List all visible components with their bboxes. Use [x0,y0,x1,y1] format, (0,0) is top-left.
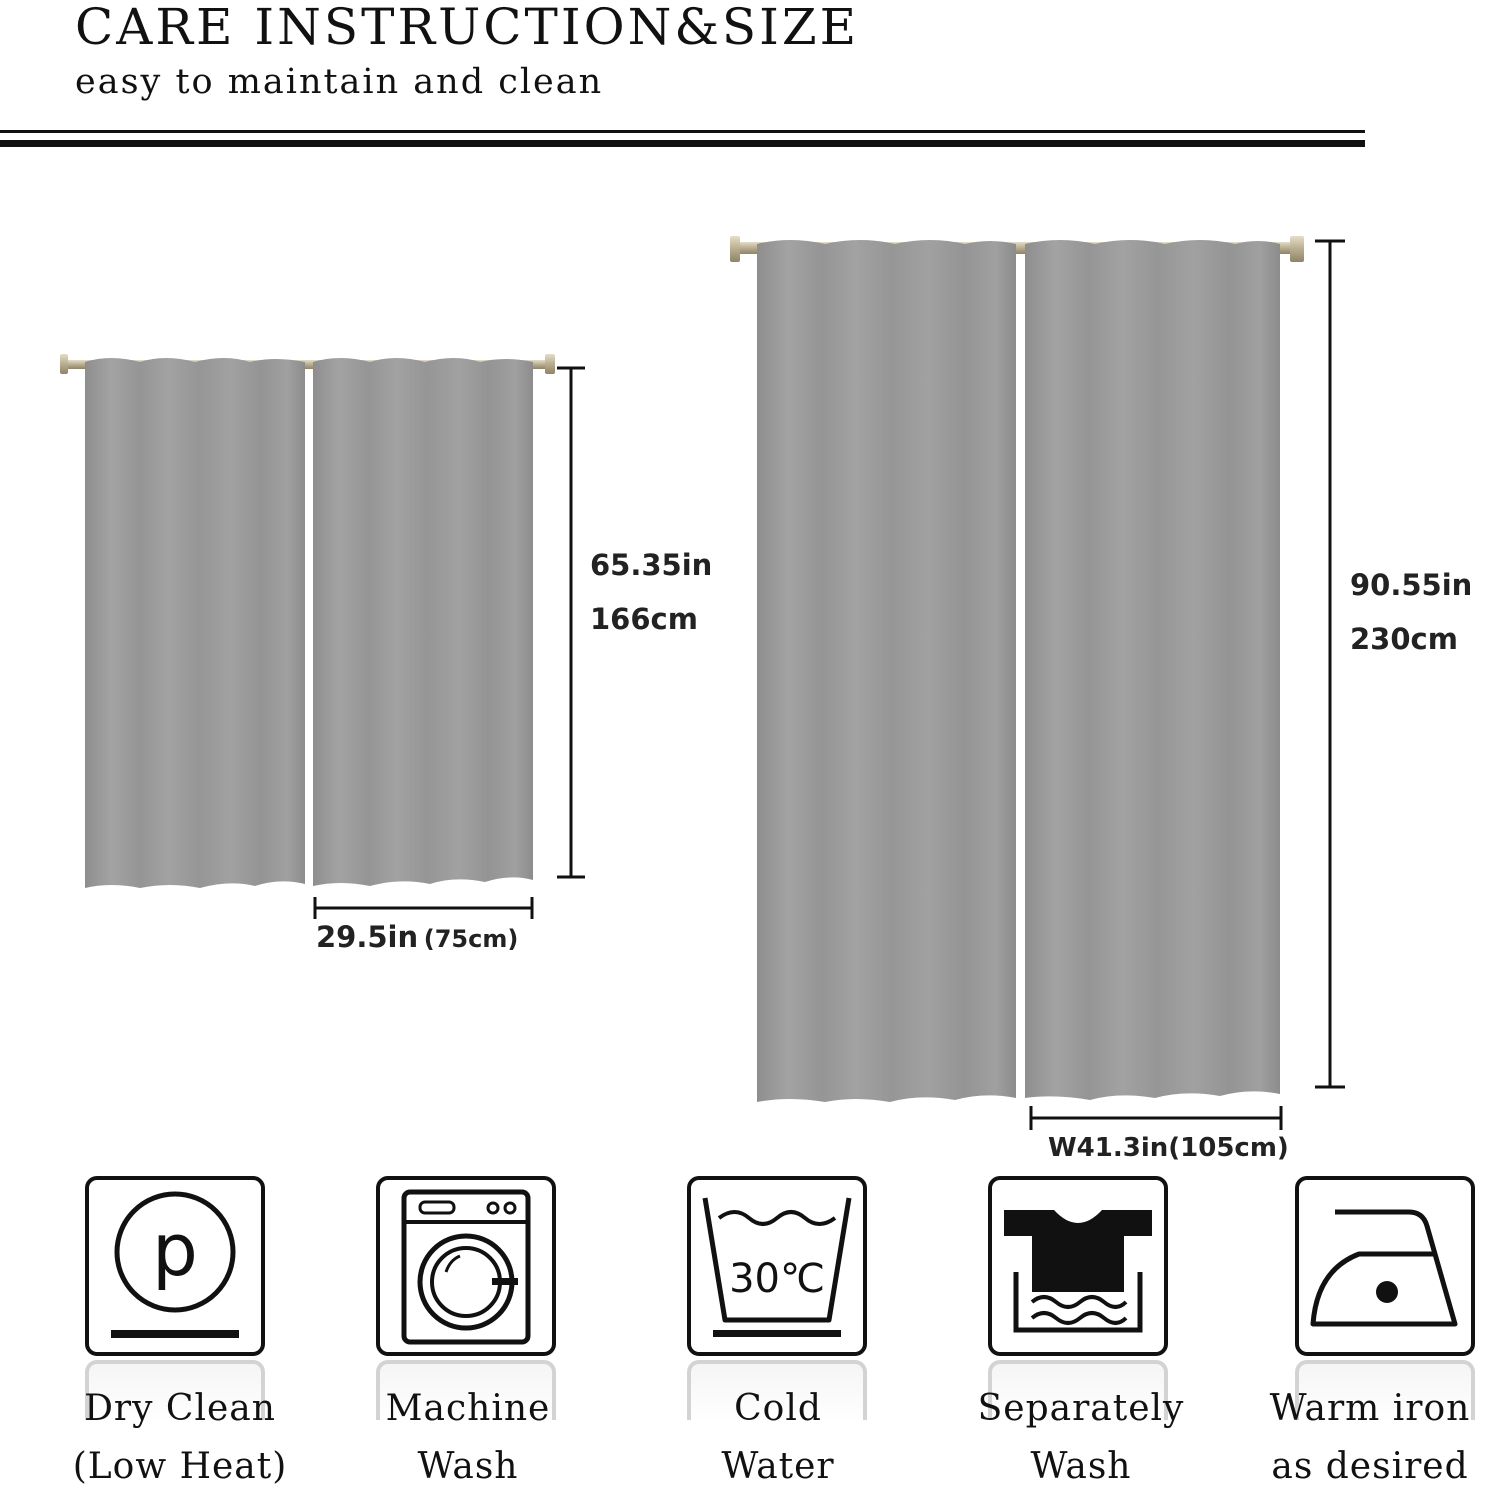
care-label-cold-water: Cold Water [721,1388,835,1487]
page-subtitle: easy to maintain and clean [75,62,604,102]
cold-water-icon [691,1180,863,1352]
care-item-separately-wash [988,1176,1168,1356]
care-item-machine-wash [376,1176,556,1356]
warm-iron-icon [1299,1180,1471,1352]
temperature-label: 30℃ [729,1256,825,1302]
long-height-inches: 90.55in [1350,568,1473,602]
care-item-cold-water [687,1176,867,1356]
care-item-dry-clean [85,1176,265,1356]
long-width-label: W41.3in(105cm) [1048,1133,1289,1163]
short-width-label [316,920,518,954]
short-height-inches: 65.35in [590,548,713,582]
machine-wash-icon [380,1180,552,1352]
short-width-inches: 29.5in [316,920,419,954]
short-curtain-right-panel [313,358,533,886]
separately-wash-icon [992,1180,1164,1352]
long-curtain-right-panel [1025,240,1280,1100]
page-title: CARE INSTRUCTION&SIZE [75,0,860,56]
dry-clean-icon [89,1180,261,1352]
care-label-warm-iron: Warm iron as desired [1269,1388,1471,1487]
short-curtain-set [60,354,585,919]
long-curtain-left-panel [757,240,1016,1102]
long-height-cm: 230cm [1350,622,1458,656]
svg-text:p: p [152,1208,198,1292]
care-label-machine-wash: Machine Wash [385,1388,551,1487]
short-height-cm: 166cm [590,602,698,636]
care-item-warm-iron [1295,1176,1475,1356]
short-width-cm: (75cm) [423,925,519,953]
long-curtain-set [730,236,1345,1130]
short-curtain-left-panel [85,358,305,888]
care-label-dry-clean: Dry Clean (Low Heat) [72,1388,288,1487]
care-label-separately-wash: Separately Wash [977,1388,1185,1487]
